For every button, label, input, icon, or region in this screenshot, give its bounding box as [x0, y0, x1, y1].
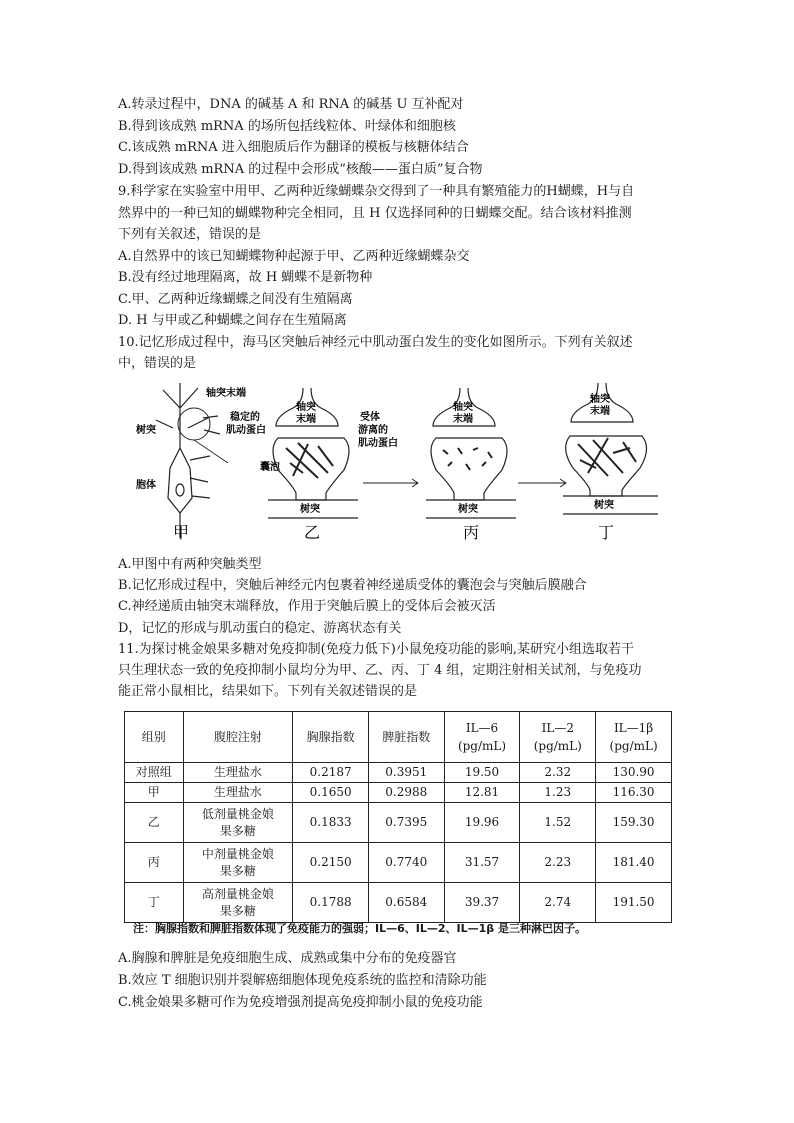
table-note: 注：胸腺指数和脾脏指数体现了免疫能力的强弱；IL—6、IL—2、IL—1β 是三种淋巴因子。	[133, 922, 586, 935]
cell-il6: 19.50	[444, 763, 520, 783]
q8-option-c: C.该成熟 mRNA 进入细胞质后作为翻译的模板与核糖体结合	[118, 140, 469, 155]
q8-option-a: A.转录过程中，DNA 的碱基 A 和 RNA 的碱基 U 互补配对	[118, 97, 464, 112]
q8-option-d: D.得到该成熟 mRNA 的过程中会形成“核酸——蛋白质”复合物	[118, 162, 483, 177]
q10-stem-line-1: 10.记忆形成过程中，海马区突触后神经元中肌动蛋白发生的变化如图所示。下列有关叙述	[118, 335, 633, 350]
cell-group: 甲	[125, 783, 184, 803]
cell-injection: 中剂量桃金娘 果多糖	[183, 843, 293, 883]
cell-il1b: 159.30	[596, 803, 672, 843]
q9-option-a: A.自然界中的该已知蝴蝶物种起源于甲、乙两种近缘蝴蝶杂交	[118, 249, 470, 264]
vesicle-label: 囊泡	[260, 462, 280, 473]
q9-stem-line-1: 9.科学家在实验室中用甲、乙两种近缘蝴蝶杂交得到了一种具有繁殖能力的H蝴蝶，H与自	[118, 184, 635, 199]
cell-spleen: 0.6584	[368, 883, 444, 923]
stable-actin-label-2: 肌动蛋白	[226, 425, 266, 436]
axon-terminal-label-3: 轴突	[453, 402, 473, 413]
cell-injection: 高剂量桃金娘 果多糖	[183, 883, 293, 923]
q10-option-c: C.神经递质由轴突末端释放，作用于突触后膜上的受体后会被灭活	[118, 599, 496, 614]
cell-group: 乙	[125, 803, 184, 843]
axon-terminal-label-2: 轴突	[296, 402, 316, 413]
axon-terminal-label-3b: 末端	[453, 414, 473, 425]
cell-thymus: 0.1650	[293, 783, 369, 803]
table-header-row	[125, 712, 672, 763]
dendrite-label-1: 树突	[136, 425, 156, 436]
q9-stem-line-2: 然界中的一种已知的蝴蝶物种完全相同，且 H 仅选择同种的日蝴蝶交配。结合该材料推测	[118, 206, 632, 221]
neuron-panel	[156, 383, 228, 538]
cell-il2: 2.23	[520, 843, 596, 883]
header-il6: IL—6 (pg/mL)	[444, 712, 520, 763]
q11-stem-line-2: 只生理状态一致的免疫抑制小鼠均分为甲、乙、丙、丁 4 组，定期注射相关试剂，与免疫功	[118, 663, 642, 678]
axon-terminal-label-4b: 末端	[590, 406, 610, 417]
cell-il1b: 181.40	[596, 843, 672, 883]
header-group: 组别	[125, 712, 184, 763]
cell-group: 丙	[125, 843, 184, 883]
cell-group: 对照组	[125, 763, 184, 783]
table-row	[125, 803, 672, 843]
axon-terminal-label-1: 轴突末端	[206, 388, 246, 399]
cell-thymus: 0.1833	[293, 803, 369, 843]
header-thymus-index: 胸腺指数	[293, 712, 369, 763]
cell-il2: 2.32	[520, 763, 596, 783]
free-actin-label-2: 肌动蛋白	[358, 438, 398, 449]
axon-terminal-label-2b: 末端	[296, 414, 316, 425]
table-row	[125, 883, 672, 923]
cell-injection: 低剂量桃金娘 果多糖	[183, 803, 293, 843]
cell-il1b: 191.50	[596, 883, 672, 923]
panel-label-jia: 甲	[173, 523, 190, 542]
cell-il2: 1.52	[520, 803, 596, 843]
q9-option-c: C.甲、乙两种近缘蝴蝶之间没有生殖隔离	[118, 292, 353, 307]
cell-il6: 39.37	[444, 883, 520, 923]
table-row	[125, 843, 672, 883]
stable-actin-label-1: 稳定的	[230, 412, 260, 423]
receptor-label: 受体	[360, 412, 380, 423]
cell-il1b: 130.90	[596, 763, 672, 783]
q11-option-b: B.效应 T 细胞识别并裂解癌细胞体现免疫系统的监控和清除功能	[118, 973, 487, 988]
cell-thymus: 0.1788	[293, 883, 369, 923]
arrow-2	[518, 479, 566, 487]
cell-il2: 2.74	[520, 883, 596, 923]
cell-il6: 19.96	[444, 803, 520, 843]
q8-option-b: B.得到该成熟 mRNA 的场所包括线粒体、叶绿体和细胞核	[118, 119, 456, 134]
axon-terminal-label-4: 轴突	[590, 394, 610, 405]
cell-body-label: 胞体	[136, 480, 156, 491]
cell-spleen: 0.2988	[368, 783, 444, 803]
dendrite-label-4: 树突	[594, 500, 614, 511]
q10-option-a: A.甲图中有两种突触类型	[118, 557, 262, 572]
q10-option-b: B.记忆形成过程中，突触后神经元内包裹着神经递质受体的囊泡会与突触后膜融合	[118, 578, 587, 593]
q10-stem-line-2: 中，错误的是	[118, 356, 197, 371]
cell-il6: 12.81	[444, 783, 520, 803]
cell-spleen: 0.7740	[368, 843, 444, 883]
cell-group: 丁	[125, 883, 184, 923]
q11-stem-line-1: 11.为探讨桃金娘果多糖对免疫抑制(免疫力低下)小鼠免疫功能的影响,某研究小组选取若干	[118, 642, 634, 657]
q11-stem-line-3: 能正常小鼠相比，结果如下。下列有关叙述错误的是	[118, 684, 418, 699]
cell-il2: 1.23	[520, 783, 596, 803]
cell-thymus: 0.2187	[293, 763, 369, 783]
header-injection: 腹腔注射	[183, 712, 293, 763]
q9-stem-line-3: 下列有关叙述，错误的是	[118, 227, 262, 242]
dendrite-label-3: 树突	[458, 504, 478, 515]
panel-label-yi: 乙	[304, 523, 321, 542]
header-spleen-index: 脾脏指数	[368, 712, 444, 763]
q11-option-a: A.胸腺和脾脏是免疫细胞生成、成熟或集中分布的免疫器官	[118, 951, 457, 966]
panel-label-ding: 丁	[598, 523, 615, 542]
results-table	[124, 711, 672, 923]
table-row	[125, 763, 672, 783]
synapse-actin-diagram	[118, 378, 678, 543]
cell-spleen: 0.3951	[368, 763, 444, 783]
q10-option-d: D，记忆的形成与肌动蛋白的稳定、游离状态有关	[118, 621, 402, 636]
cell-injection: 生理盐水	[183, 783, 293, 803]
header-il2: IL—2 (pg/mL)	[520, 712, 596, 763]
cell-il1b: 116.30	[596, 783, 672, 803]
cell-injection: 生理盐水	[183, 763, 293, 783]
free-actin-label-1: 游离的	[358, 425, 388, 436]
arrow-1	[363, 479, 418, 487]
synapse-panel-ding	[563, 383, 658, 514]
panel-label-bing: 丙	[463, 523, 480, 542]
cell-il6: 31.57	[444, 843, 520, 883]
cell-spleen: 0.7395	[368, 803, 444, 843]
q9-option-b: B.没有经过地理隔离，故 H 蝴蝶不是新物种	[118, 270, 373, 285]
q11-option-c: C.桃金娘果多糖可作为免疫增强剂提高免疫抑制小鼠的免疫功能	[118, 995, 483, 1010]
table-row	[125, 783, 672, 803]
cell-thymus: 0.2150	[293, 843, 369, 883]
q9-option-d: D. H 与甲或乙种蝴蝶之间存在生殖隔离	[118, 313, 347, 328]
dendrite-label-2: 树突	[300, 504, 320, 515]
header-il1b: IL—1β (pg/mL)	[596, 712, 672, 763]
